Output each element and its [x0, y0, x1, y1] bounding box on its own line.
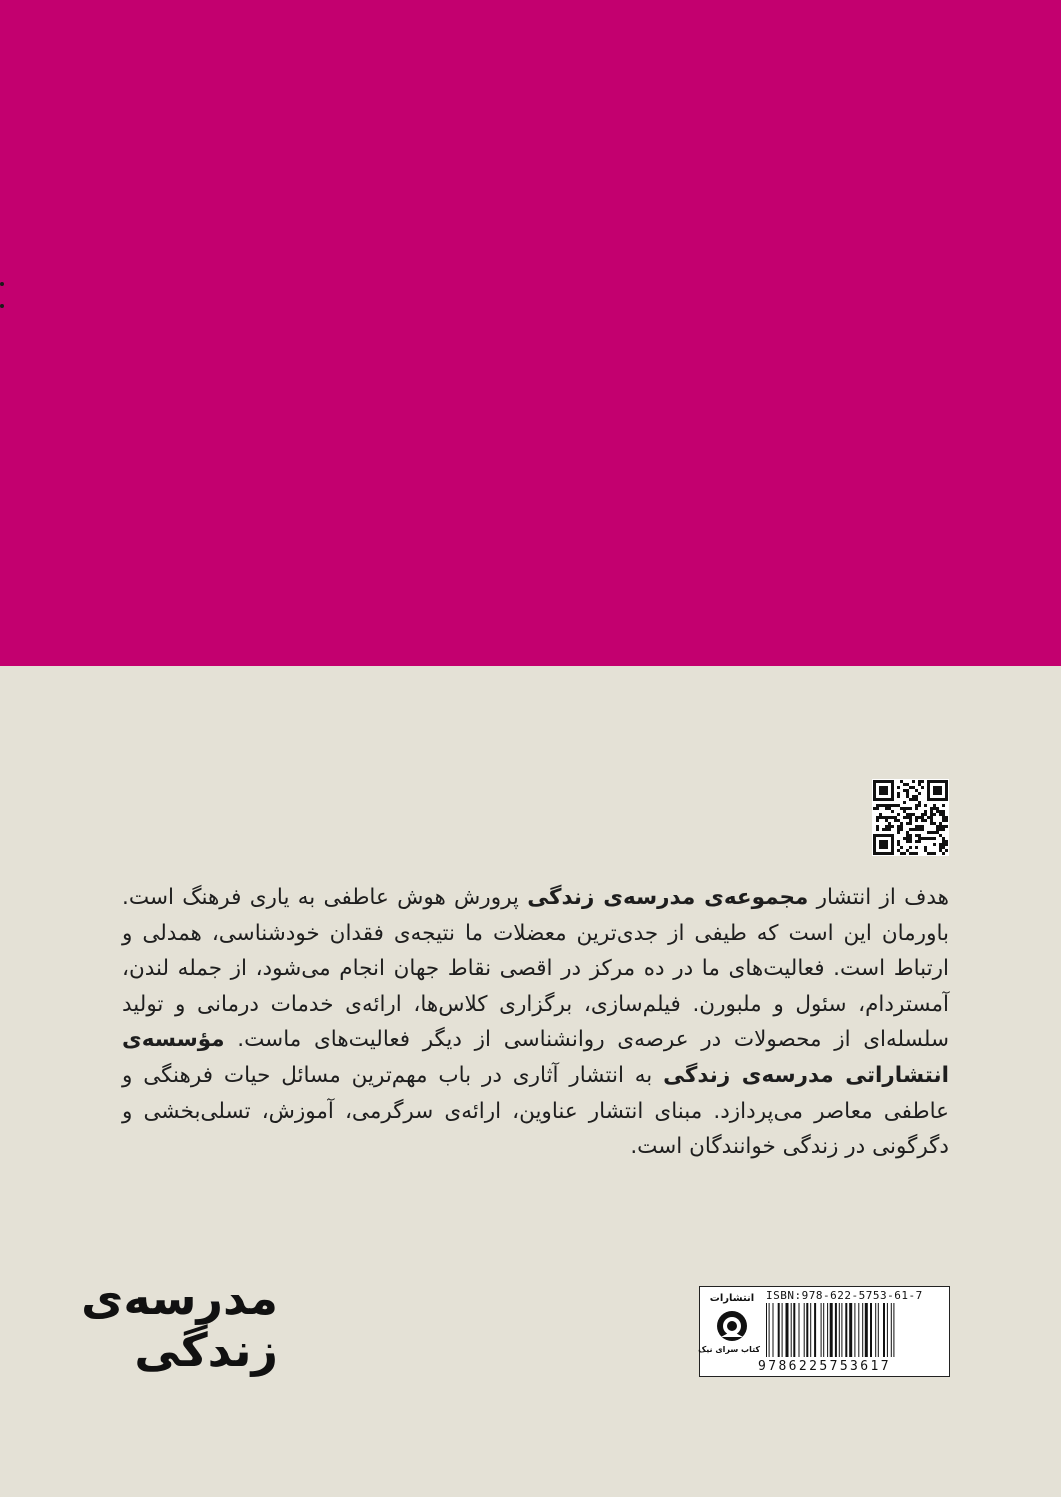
isbn-barcode — [699, 1286, 950, 1377]
publisher-logo — [698, 1293, 760, 1371]
isbn-label: ISBN:978-622-5753-61-7 — [766, 1289, 923, 1302]
publisher-emblem-icon — [715, 1309, 749, 1343]
school-of-life-logo — [81, 1271, 278, 1382]
back-cover-blurb — [122, 880, 949, 1165]
qr-code[interactable] — [872, 779, 949, 856]
logo-line-2: زندگی — [134, 1323, 278, 1377]
barcode-digits: 9786225753617 — [758, 1359, 891, 1374]
blurb-text-3: به انتشار آثاری در باب مهم‌ترین مسائل حیات فرهنگی و عاطفی معاصر می‌پردازد. مبنای انتشار عناوین، ارائه‌ی سرگرمی، آموزش، تسلی‌بخشی و دگرگونی در زندگی خوانندگان است. — [122, 1062, 949, 1160]
barcode-bars — [766, 1303, 941, 1357]
cover-top-color-band — [0, 0, 1061, 666]
publisher-name-top: انتشارات — [709, 1293, 755, 1304]
blurb-series-name: مجموعه‌ی مدرسه‌ی زندگی — [527, 885, 809, 910]
blurb-publisher-name: مؤسسه‌ی انتشاراتی مدرسه‌ی زندگی — [122, 1027, 949, 1088]
blurb-text-2: پرورش هوش عاطفی به یاری فرهنگ است. باورمان این است که طیفی از جدی‌ترین معضلات ما نتیجه‌ی فقدان خودشناسی، همدلی و ارتباط است. فعالیت‌های ما در ده مرکز در اقصی نقاط جهان انجام می‌شود، از جمله لندن، آمستردام، سئول و ملبورن. فیلم‌سازی، برگزاری کلاس‌ها، ارائه‌ی خدمات درمانی و تولید سلسله‌ای از محصولات در عرصه‌ی روانشناسی از دیگر فعالیت‌های ماست. — [122, 885, 949, 1053]
qr-code-icon — [872, 779, 949, 856]
blurb-text-1: هدف از انتشار — [808, 885, 949, 910]
spine-dots — [0, 282, 6, 322]
publisher-name-bottom: کتاب سرای نیک — [698, 1345, 760, 1354]
logo-line-1: مدرسه‌ی — [81, 1271, 278, 1325]
